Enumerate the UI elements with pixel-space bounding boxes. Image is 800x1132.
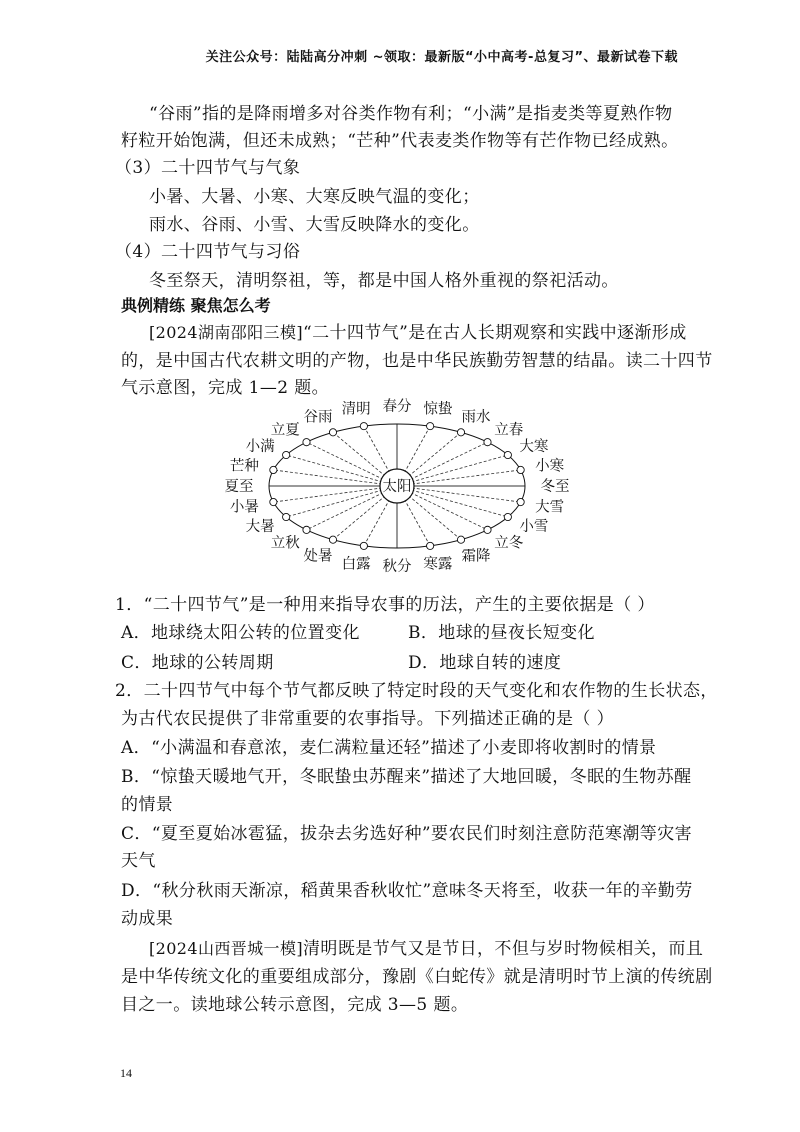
passage-line: 是中华传统文化的重要组成部分，豫剧《白蛇传》就是清明时节上演的传统剧 <box>121 967 713 987</box>
term-label: 谷雨 <box>303 409 333 426</box>
term-node <box>427 423 434 430</box>
term-label: 芒种 <box>229 458 259 475</box>
passage-line: 目之一。读地球公转示意图，完成 3—5 题。 <box>121 995 469 1015</box>
term-label: 秋分 <box>382 559 412 575</box>
page-number: 14 <box>120 1066 132 1080</box>
term-node <box>517 498 524 505</box>
term-node <box>283 451 290 458</box>
text-line: “谷雨”指的是降雨增多对谷类作物有利；“小满”是指麦类等夏熟作物 <box>149 104 673 124</box>
term-label: 寒露 <box>423 556 453 573</box>
source-tag: [2024山西晋城一模] <box>149 939 304 958</box>
subheading: （3）二十四节气与气象 <box>115 158 301 178</box>
passage-line <box>149 934 703 959</box>
term-node <box>270 498 277 505</box>
q2-option-c-cont: 天气 <box>121 851 156 871</box>
sun-label: 太阳 <box>382 479 412 495</box>
text-line: 小暑、大暑、小寒、大寒反映气温的变化； <box>149 187 480 207</box>
term-label: 大雪 <box>535 499 565 516</box>
q1-option-c: C．地球的公转周期 <box>121 653 274 673</box>
term-node <box>427 542 434 549</box>
question-1-stem: 1．“二十四节气”是一种用来指导农事的历法，产生的主要依据是（ ） <box>115 595 655 615</box>
term-node <box>329 429 336 436</box>
q1-option-a: A．地球绕太阳公转的位置变化 <box>121 623 360 643</box>
question-2-stem: 2．二十四节气中每个节气都反映了特定时段的天气变化和农作物的生长状态， <box>115 681 718 701</box>
term-label: 清明 <box>341 401 371 418</box>
term-node <box>457 429 464 436</box>
term-node <box>484 439 491 446</box>
source-tag: [2024湖南邵阳三模] <box>149 323 304 342</box>
term-node <box>303 439 310 446</box>
term-node <box>504 451 511 458</box>
q2-option-b: B．“惊蛰天暖地气开，冬眠蛰虫苏醒来”描述了大地回暖，冬眠的生物苏醒 <box>121 767 692 787</box>
text-line: 雨水、谷雨、小雪、大雪反映降水的变化。 <box>149 215 480 235</box>
term-label: 小寒 <box>535 458 565 475</box>
section-title: 典例精练 聚焦怎么考 <box>121 296 271 315</box>
term-label: 立夏 <box>270 422 300 439</box>
question-2-stem: 为古代农民提供了非常重要的农事指导。下列描述正确的是（ ） <box>121 709 615 729</box>
term-label: 立冬 <box>494 535 524 552</box>
term-label: 冬至 <box>540 479 570 495</box>
q2-option-a: A．“小满温和春意浓，麦仁满粒量还轻”描述了小麦即将收割时的情景 <box>121 738 657 758</box>
term-node <box>360 542 367 549</box>
term-label: 小雪 <box>519 519 549 535</box>
term-label: 处暑 <box>303 548 333 565</box>
term-label: 大暑 <box>245 519 275 535</box>
spoke-line <box>273 486 397 502</box>
term-node <box>283 513 290 520</box>
q2-option-b-cont: 的情景 <box>121 795 174 815</box>
term-label: 立秋 <box>270 535 300 552</box>
term-node <box>484 526 491 533</box>
term-node <box>517 466 524 473</box>
q2-option-d-cont: 动成果 <box>121 909 174 929</box>
spoke-line <box>397 486 521 502</box>
term-node <box>504 513 511 520</box>
passage-text: 清明既是节气又是节日，不但与岁时物候相关，而且 <box>303 939 704 959</box>
q1-option-d: D．地球自转的速度 <box>408 653 562 673</box>
text-line: 籽粒开始饱满，但还未成熟；“芒种”代表麦类作物等有芒作物已经成熟。 <box>121 131 679 151</box>
term-label: 夏至 <box>224 479 254 495</box>
term-label: 白露 <box>341 556 371 573</box>
text-line: 冬至祭天，清明祭祖，等，都是中国人格外重视的祭祀活动。 <box>149 271 619 291</box>
term-label: 立春 <box>494 422 524 439</box>
term-label: 小暑 <box>229 499 259 516</box>
term-node <box>303 526 310 533</box>
spoke-line <box>273 470 397 486</box>
passage-line <box>149 318 687 343</box>
q2-option-c: C．“夏至夏始冰雹猛，拔杂去劣选好种”要农民们时刻注意防范寒潮等灾害 <box>121 824 692 844</box>
q2-option-d: D．“秋分秋雨天渐凉，稻黄果香秋收忙”意味冬天将至，收获一年的辛勤劳 <box>121 881 693 901</box>
term-label: 雨水 <box>461 409 491 426</box>
q1-option-b: B．地球的昼夜长短变化 <box>408 623 595 643</box>
term-node <box>457 536 464 543</box>
subheading: （4）二十四节气与习俗 <box>115 242 301 262</box>
solar-terms-diagram <box>215 396 595 584</box>
page-header: 关注公众号：陆陆高分冲刺 ~领取：最新版“小中高考-总复习”、最新试卷下载 <box>205 50 678 65</box>
term-node <box>270 466 277 473</box>
term-label: 春分 <box>382 399 412 415</box>
term-label: 霜降 <box>461 548 491 565</box>
term-node <box>360 423 367 430</box>
passage-line: 气示意图，完成 1—2 题。 <box>121 378 330 398</box>
term-label: 惊蛰 <box>423 401 453 418</box>
passage-text: “二十四节气”是在古人长期观察和实践中逐渐形成 <box>303 323 687 343</box>
term-node <box>329 536 336 543</box>
term-label: 大寒 <box>519 439 549 455</box>
term-label: 小满 <box>245 439 275 455</box>
passage-line: 的，是中国古代农耕文明的产物，也是中华民族勤劳智慧的结晶。读二十四节 <box>121 351 713 371</box>
spoke-line <box>397 470 521 486</box>
